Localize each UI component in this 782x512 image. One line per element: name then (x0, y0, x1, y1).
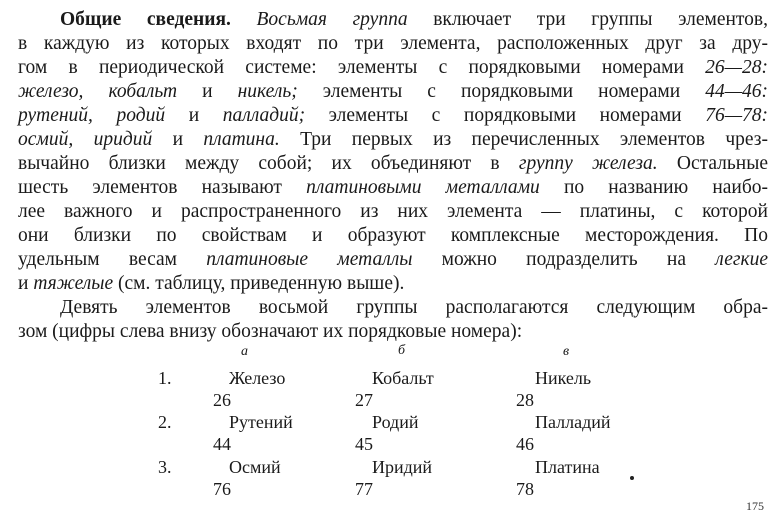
element-number: 46 (516, 434, 534, 454)
paragraph-1-line-11: удельным весам платиновые металлы можно подразделить на легкие (18, 249, 769, 270)
ink-speck (630, 476, 634, 480)
paragraph-1-line-9: лее важного и распространенного из них элемента — платины, с которой (18, 201, 768, 222)
paragraph-1-line-7: вычайно близки между собой; их объединяют в группу железа. Остальные (18, 153, 768, 174)
paragraph-1-line-8: шесть элементов называют платиновыми металлами по названию наибо- (18, 177, 769, 198)
element-number: 78 (516, 479, 534, 499)
row-label: 3. (158, 457, 172, 477)
column-header-a: а (241, 344, 248, 359)
paragraph-2-line-1: Девять элементов восьмой группы располагаются следующим обра- (60, 297, 768, 318)
paragraph-1-line-2: в каждую из которых входят по три элемента, расположенных друг за дру- (18, 33, 768, 54)
element-number: 45 (355, 434, 373, 454)
column-header-v: в (563, 344, 570, 359)
element-name: Никель (535, 368, 592, 388)
element-number: 28 (516, 390, 534, 410)
element-name: Иридий (372, 457, 433, 477)
element-number: 44 (213, 434, 231, 454)
element-number: 77 (355, 479, 373, 499)
paragraph-1-line-12: и тяжелые (см. таблицу, приведенную выше). (18, 273, 405, 294)
section-heading: Общие сведения. (60, 9, 231, 30)
element-number: 27 (355, 390, 373, 410)
paragraph-1-line-6: осмий, иридий и платина. Три первых из перечисленных элементов чрез- (18, 129, 768, 150)
column-header-b: б (398, 343, 406, 358)
element-name: Платина (535, 457, 600, 477)
element-name: Осмий (229, 457, 281, 477)
paragraph-1-line-1: Общие сведения. Восьмая группа включает три группы элементов, (60, 9, 769, 30)
paragraph-1-line-10: они близки по свойствам и образуют комплексные месторождения. По (18, 225, 768, 246)
paragraph-1-line-5: рутений, родий и палладий; элементы с порядковыми номерами 76—78: (18, 105, 769, 126)
element-number: 76 (213, 479, 231, 499)
element-name: Рутений (229, 412, 293, 432)
row-label: 2. (158, 412, 172, 432)
row-label: 1. (158, 368, 172, 388)
page-number-fragment: 175 (746, 499, 764, 512)
element-name: Железо (229, 368, 286, 388)
paragraph-2-line-2: зом (цифры слева внизу обозначают их порядковые номера): (18, 321, 523, 342)
paragraph-1-line-4: железо, кобальт и никель; элементы с порядковыми номерами 44—46: (18, 81, 769, 102)
element-name: Кобальт (372, 368, 434, 388)
element-name: Родий (372, 412, 419, 432)
paragraph-1-line-3: гом в периодической системе: элементы с порядковыми номерами 26—28: (18, 57, 768, 78)
element-name: Палладий (535, 412, 611, 432)
element-number: 26 (213, 390, 231, 410)
